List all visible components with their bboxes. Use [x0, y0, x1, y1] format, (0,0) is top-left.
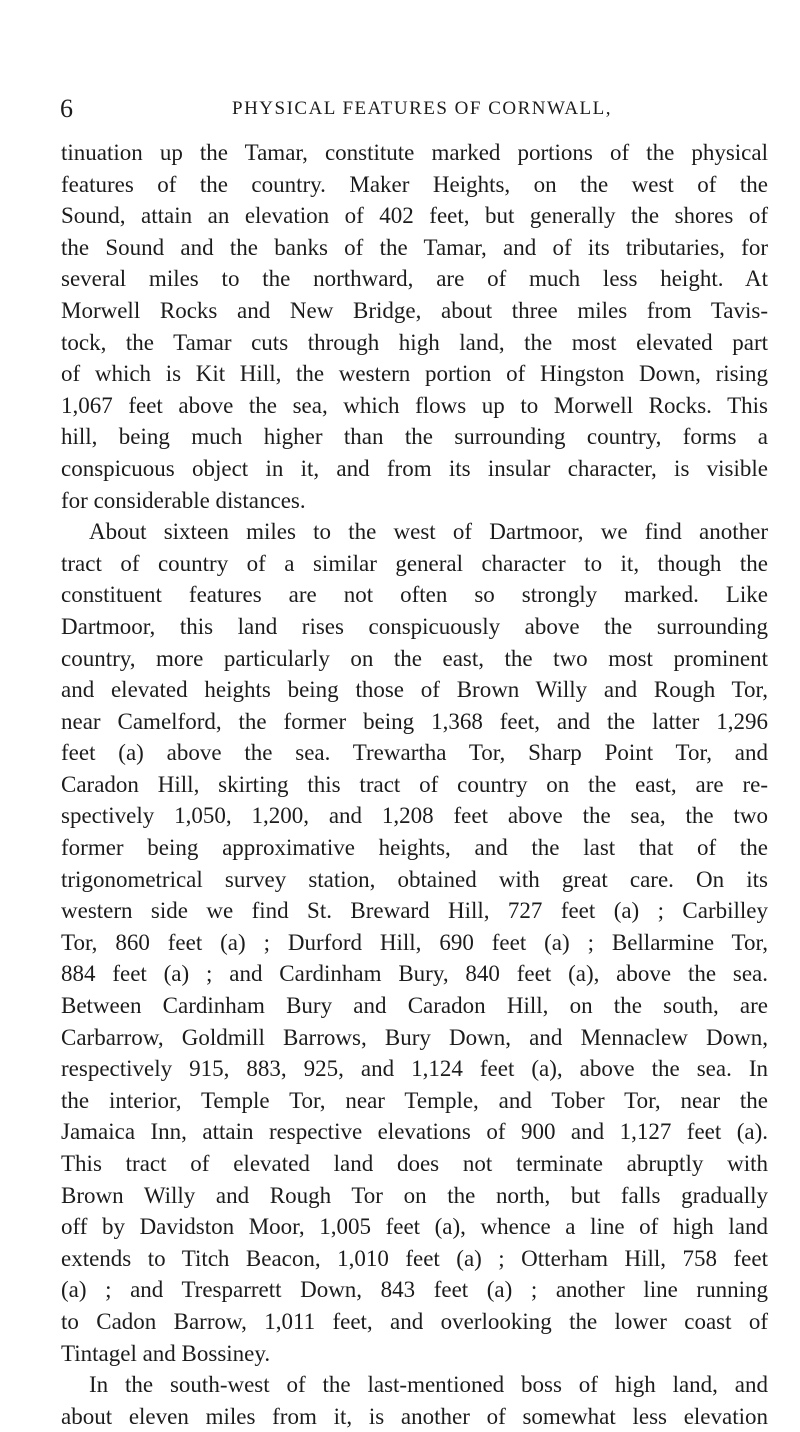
running-head	[60, 93, 760, 125]
text-line: respectively 915, 883, 925, and 1,124 feet (a), above the sea. In	[61, 1056, 768, 1082]
text-line: features of the country. Maker Heights, on the west of the	[61, 171, 768, 197]
text-line: off by Davidston Moor, 1,005 feet (a), whence a line of high land	[61, 1214, 768, 1240]
text-line: In the south-west of the last-mentioned boss of high land, and	[89, 1372, 768, 1398]
text-line: former being approximative heights, and the last that of the	[61, 835, 768, 861]
text-line: and elevated heights being those of Brown Willy and Rough Tor,	[61, 677, 768, 703]
page-number: 6	[60, 94, 73, 123]
text-line: tinuation up the Tamar, constitute marked portions of the physical	[61, 140, 768, 165]
text-line: 1,067 feet above the sea, which flows up to Morwell Rocks. This	[61, 392, 768, 418]
text-line: Sound, attain an elevation of 402 feet, but generally the shores of	[61, 203, 768, 229]
text-line: constituent features are not often so strongly marked. Like	[61, 582, 768, 608]
text-line: for considerable distances.	[61, 487, 306, 513]
text-line: (a) ; and Tresparrett Down, 843 feet (a) ; another line running	[61, 1277, 768, 1303]
text-line: extends to Titch Beacon, 1,010 feet (a) ; Otterham Hill, 758 feet	[61, 1245, 768, 1271]
text-line: Carbarrow, Goldmill Barrows, Bury Down, and Mennaclew Down,	[61, 1024, 768, 1050]
text-line: about eleven miles from it, is another of somewhat less elevation	[61, 1403, 768, 1429]
text-line: of which is Kit Hill, the western portion of Hingston Down, rising	[61, 361, 768, 387]
text-line: to Cadon Barrow, 1,011 feet, and overlooking the lower coast of	[61, 1308, 768, 1334]
text-line: 884 feet (a) ; and Cardinham Bury, 840 feet (a), above the sea.	[61, 961, 768, 987]
text-line: This tract of elevated land does not terminate abruptly with	[61, 1151, 768, 1176]
text-line: Morwell Rocks and New Bridge, about three miles from Tavis-	[61, 297, 768, 323]
text-line: near Camelford, the former being 1,368 feet, and the latter 1,296	[61, 708, 768, 734]
body-text	[61, 137, 768, 1432]
text-line: Between Cardinham Bury and Caradon Hill, on the south, are	[61, 993, 768, 1019]
text-line: tock, the Tamar cuts through high land, the most elevated part	[61, 329, 768, 355]
text-line: Jamaica Inn, attain respective elevations of 900 and 1,127 feet (a).	[61, 1119, 768, 1145]
text-line: Brown Willy and Rough Tor on the north, but falls gradually	[61, 1182, 768, 1208]
text-line: trigonometrical survey station, obtained with great care. On its	[61, 866, 768, 892]
text-line: several miles to the northward, are of much less height. At	[61, 266, 768, 292]
text-line: the Sound and the banks of the Tamar, and of its tributaries, for	[61, 234, 768, 260]
text-line: tract of country of a similar general character to it, though the	[61, 550, 768, 576]
text-line: hill, being much higher than the surrounding country, forms a	[61, 424, 768, 450]
text-line: spectively 1,050, 1,200, and 1,208 feet above the sea, the two	[61, 803, 768, 829]
text-line: country, more particularly on the east, the two most prominent	[61, 645, 768, 671]
text-line: About sixteen miles to the west of Dartmoor, we find another	[89, 519, 768, 545]
text-line: feet (a) above the sea. Trewartha Tor, Sharp Point Tor, and	[61, 740, 768, 766]
text-line: the interior, Temple Tor, near Temple, and Tober Tor, near the	[61, 1087, 768, 1113]
text-line: western side we find St. Breward Hill, 727 feet (a) ; Carbilley	[61, 898, 768, 924]
text-line: Dartmoor, this land rises conspicuously above the surrounding	[61, 613, 768, 639]
text-line: Tor, 860 feet (a) ; Durford Hill, 690 feet (a) ; Bellarmine Tor,	[61, 929, 768, 955]
text-line: conspicuous object in it, and from its insular character, is visible	[61, 455, 768, 481]
running-title: PHYSICAL FEATURES OF CORNWALL,	[232, 98, 612, 119]
text-line: Tintagel and Bossiney.	[61, 1340, 271, 1366]
text-line: Caradon Hill, skirting this tract of country on the east, are re-	[61, 771, 768, 797]
